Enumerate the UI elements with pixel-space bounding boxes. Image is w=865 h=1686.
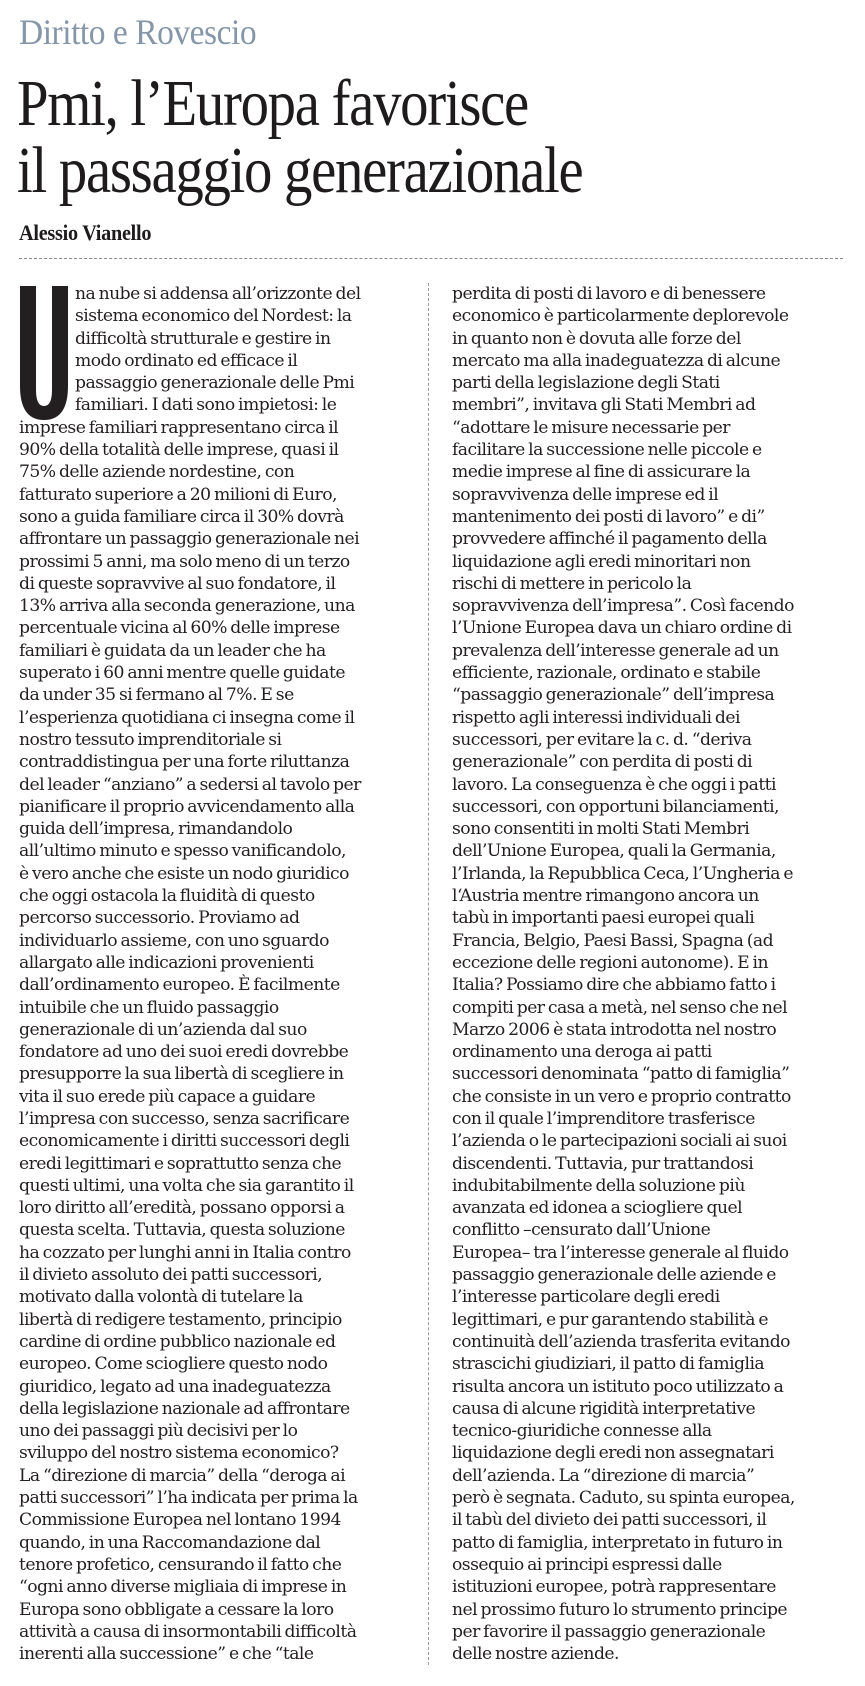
article-text-line: prossimi 5 anni, ma solo meno di un terzo [19, 551, 350, 572]
article-text-line: successori, per evitare la c. d. “deriva [452, 729, 752, 750]
article-text-line: mantenimento dei posti di lavoro” e di” [452, 506, 765, 527]
article-text-line: libertà di redigere testamento, principio [19, 1309, 342, 1330]
article-text-line: contraddistingua per una forte riluttanza [19, 752, 350, 773]
article-text-line: Europa sono obbligate a cessare la loro [19, 1599, 334, 1620]
article-text-line: europeo. Come sciogliere questo nodo [19, 1354, 328, 1375]
article-text-line: l’Unione Europea dava un chiaro ordine di [452, 618, 792, 639]
article-text-line: tecnico-giuridiche connesse alla [452, 1421, 712, 1442]
article-text-line: “adottare le misure necessarie per [452, 417, 730, 438]
article-text-line: nel prossimo futuro lo strumento principe [452, 1599, 788, 1620]
article-column-right [452, 283, 852, 1665]
article-text-line: risulta ancora un istituto poco utilizzato a [452, 1376, 784, 1397]
article-text-line: con il quale l’imprenditore trasferisce [452, 1108, 755, 1129]
article-text-line: il divieto assoluto dei patti successori, [19, 1265, 323, 1286]
article-text-line: allargato alle indicazioni provenienti [19, 952, 314, 973]
article-text-line: da under 35 si fermano al 7%. E se [19, 685, 294, 706]
article-text-line: economico è particolarmente deplorevole [452, 306, 789, 327]
article-text-line: na nube si addensa all’orizzonte del [75, 284, 361, 304]
article-text-line: successori denominata “patto di famiglia” [452, 1064, 790, 1085]
article-text-line: delle nostre aziende. [452, 1644, 619, 1665]
article-text-line: continuità dell’azienda trasferita evitando [452, 1331, 790, 1352]
article-text-line: questi ultimi, una volta che sia garantito il [19, 1175, 354, 1196]
article-text-line: discendenti. Tuttavia, pur trattandosi [452, 1153, 754, 1174]
article-text-line: dell’Unione Europea, quali la Germania, [452, 841, 776, 862]
article-text-line: strascichi giudiziari, il patto di famiglia [452, 1354, 765, 1375]
article-text-line: sopravvivenza dell’impresa”. Così facendo [452, 596, 794, 617]
article-text-line: imprese familiari rappresentano circa il [19, 417, 339, 438]
headline-line: Pmi, l’Europa favorisce [17, 67, 528, 140]
article-text-line: successori, con opportuni bilanciamenti, [452, 796, 779, 817]
article-text-line: Europea– tra l’interesse generale al fluido [452, 1242, 789, 1263]
article-text-line: giuridico, legato ad una inadeguatezza [19, 1376, 331, 1397]
article-text-line: che consiste in un vero e proprio contratto [452, 1086, 791, 1107]
article-text-line: di queste sopravvive al suo fondatore, il [19, 573, 336, 594]
article-text-line: pianificare il proprio avvicendamento alla [19, 796, 355, 817]
article-text-line: è vero anche che esiste un nodo giuridico [19, 863, 349, 884]
article-text-line: presupporre la sua libertà di scegliere in [19, 1064, 344, 1085]
article-text-line: liquidazione degli eredi non assegnatari [452, 1443, 774, 1464]
article-text-line: motivato dalla volontà di tutelare la [19, 1287, 303, 1308]
article-text-line: “passaggio generazionale” dell’impresa [452, 685, 775, 706]
article-text-line: conflitto –censurato dall’Unione [452, 1220, 711, 1241]
article-text-line: loro diritto all’eredità, possano opporsi a [19, 1198, 345, 1219]
article-text-line: Commissione Europea nel lontano 1994 [19, 1510, 341, 1531]
article-text-line: sistema economico del Nordest: la [75, 306, 352, 327]
article-text-line: 90% della totalità delle imprese, quasi il [19, 440, 339, 461]
article-text-line: rispetto agli interessi individuali dei [452, 707, 740, 728]
article-text-line: patti successori” l’ha indicata per prima la [19, 1488, 358, 1509]
article-text-line: all’ultimo minuto e spesso vanificandolo, [19, 841, 346, 862]
article-text-line: Francia, Belgio, Paesi Bassi, Spagna (ad [452, 930, 774, 951]
article-text-line: eccezione delle regioni autonome). E in [452, 952, 768, 973]
article-text-line: superato i 60 anni mentre quelle guidate [19, 663, 345, 684]
article-text-line: l’Irlanda, la Repubblica Ceca, l’Ungheria e [452, 863, 794, 884]
article-text-line: membri”, invitava gli Stati Membri ad [452, 395, 756, 416]
article-text-line: uno dei passaggi più decisivi per lo [19, 1421, 298, 1442]
article-text-line: istituzioni europee, potrà rappresentare [452, 1577, 776, 1598]
article-column-left [19, 283, 419, 1665]
article-text-line: cardine di ordine pubblico nazionale ed [19, 1331, 336, 1352]
header-divider [19, 258, 843, 259]
article-text-line: fatturato superiore a 20 milioni di Euro, [19, 484, 337, 505]
article-text-line: “ogni anno diverse migliaia di imprese in [19, 1577, 347, 1598]
article-text-line: sono consentiti in molti Stati Membri [452, 819, 750, 840]
article-text-line: affrontare un passaggio generazionale nei [19, 529, 360, 550]
article-text-line: passaggio generazionale delle aziende e [452, 1265, 776, 1286]
article-text-line: economicamente i diritti successori degli [19, 1131, 350, 1152]
article-text-line: lavoro. La conseguenza è che oggi i patti [452, 774, 776, 795]
article-text-line: che oggi ostacola la fluidità di questo [19, 886, 315, 907]
article-text-line: facilitare la successione nelle piccole e [452, 440, 762, 461]
article-text-line: intuibile che un fluido passaggio [19, 997, 279, 1018]
article-text-line: perdita di posti di lavoro e di benessere [452, 284, 766, 304]
article-text-line: causa di alcune rigidità interpretative [452, 1398, 756, 1419]
article-text-line: 75% delle aziende nordestine, con [19, 462, 295, 483]
article-text-line: però è segnata. Caduto, su spinta europea, [452, 1488, 795, 1509]
article-text-line: questa scelta. Tuttavia, questa soluzione [19, 1220, 345, 1241]
article-text-line: quando, in una Raccomandazione dal [19, 1532, 321, 1553]
article-text-line: rischi di mettere in pericolo la [452, 573, 692, 594]
article-text-line: efficiente, razionale, ordinato e stabile [452, 663, 761, 684]
article-text-line: generazionale” con perdita di posti di [452, 752, 753, 773]
article-text-line: della legislazione nazionale ad affrontare [19, 1398, 350, 1419]
article-text-line: familiari. I dati sono impietosi: le [75, 395, 337, 416]
article-text-line: tabù in importanti paesi europei quali [452, 908, 755, 929]
article-text-line: l’interesse particolare degli eredi [452, 1287, 720, 1308]
article-text-line: fondatore ad uno dei suoi eredi dovrebbe [19, 1042, 349, 1063]
article-text-line: eredi legittimari e soprattutto senza che [19, 1153, 342, 1174]
article-text-line: liquidazione agli eredi minoritari non [452, 551, 751, 572]
article-text-line: tenore profetico, censurando il fatto che [19, 1554, 342, 1575]
column-divider [428, 283, 429, 1665]
article-text-line: percentuale vicina al 60% delle imprese [19, 618, 340, 639]
article-text-line: generazionale di un’azienda dal suo [19, 1019, 307, 1040]
article-text-line: La “direzione di marcia” della “deroga ai [19, 1465, 346, 1486]
article-headline [17, 67, 583, 207]
article-text-line: modo ordinato ed efficace il [75, 350, 298, 371]
article-text-line: Italia? Possiamo dire che abbiamo fatto i [452, 975, 776, 996]
article-text-line: il tabù del divieto dei patti successori, il [452, 1510, 767, 1531]
article-text-line: medie imprese al fine di assicurare la [452, 462, 751, 483]
article-text-line: Marzo 2006 è stata introdotta nel nostro [452, 1019, 777, 1040]
article-text-line: dell’azienda. La “direzione di marcia” [452, 1465, 755, 1486]
article-text-line: inerenti alla successione” e che “tale [19, 1644, 314, 1665]
article-text-line: l‘Austria mentre rimangono ancora un [452, 886, 759, 907]
article-text-line: in quanto non è dovuta alle forze del [452, 328, 741, 349]
article-text-line: compiti per casa a metà, nel senso che nel [452, 997, 788, 1018]
article-text-line: prevalenza dell’interesse generale ad un [452, 640, 779, 661]
article-text-line: del leader “anziano” a sedersi al tavolo per [19, 774, 361, 795]
article-text-line: ossequio ai principi espressi dalle [452, 1554, 722, 1575]
author-byline: Alessio Vianello [19, 220, 152, 245]
section-kicker: Diritto e Rovescio [19, 12, 257, 52]
article-text-line: sopravvivenza delle imprese ed il [452, 484, 719, 505]
article-text-line: avanzata ed idonea a sciogliere quel [452, 1198, 743, 1219]
article-text-line: l’azienda o le partecipazioni sociali ai suoi [452, 1131, 787, 1152]
article-text-line: parti della legislazione degli Stati [452, 373, 720, 394]
article-text-line: vita il suo erede più capace a guidare [19, 1086, 316, 1107]
headline-line: il passaggio generazionale [17, 134, 583, 207]
article-text-line: per favorire il passaggio generazionale [452, 1621, 766, 1642]
article-text-line: sono a guida familiare circa il 30% dovrà [19, 506, 344, 527]
article-text-line: l’esperienza quotidiana ci insegna come il [19, 707, 355, 728]
article-text-line: difficoltà strutturale e gestire in [75, 328, 331, 349]
article-text-line: 13% arriva alla seconda generazione, una [19, 596, 355, 617]
article-text-line: guida dell’impresa, rimandandolo [19, 819, 293, 840]
article-text-line: attività a causa di insormontabili difficoltà [19, 1621, 357, 1642]
article-text-line: provvedere affinché il pagamento della [452, 529, 767, 550]
article-text-line: ordinamento una deroga ai patti [452, 1042, 712, 1063]
article-text-line: legittimari, e pur garantendo stabilità e [452, 1309, 768, 1330]
article-text-line: dall’ordinamento europeo. È facilmente [19, 975, 340, 996]
article-text-line: mercato ma alla inadeguatezza di alcune [452, 350, 781, 371]
article-text-line: passaggio generazionale delle Pmi [75, 373, 355, 394]
article-text-line: individuarlo assieme, con uno sguardo [19, 930, 329, 951]
article-text-line: percorso successorio. Proviamo ad [19, 908, 300, 929]
article-text-line: nostro tessuto imprenditoriale si [19, 729, 282, 750]
article-text-line: indubitabilmente della soluzione più [452, 1175, 745, 1196]
article-text-line: sviluppo del nostro sistema economico? [19, 1443, 339, 1464]
article-text-line: patto di famiglia, interpretato in futuro in [452, 1532, 783, 1553]
article-text-line: l’impresa con successo, senza sacrificare [19, 1108, 350, 1129]
article-text-line: ha cozzato per lunghi anni in Italia contro [19, 1242, 351, 1263]
article-text-line: familiari è guidata da un leader che ha [19, 640, 326, 661]
